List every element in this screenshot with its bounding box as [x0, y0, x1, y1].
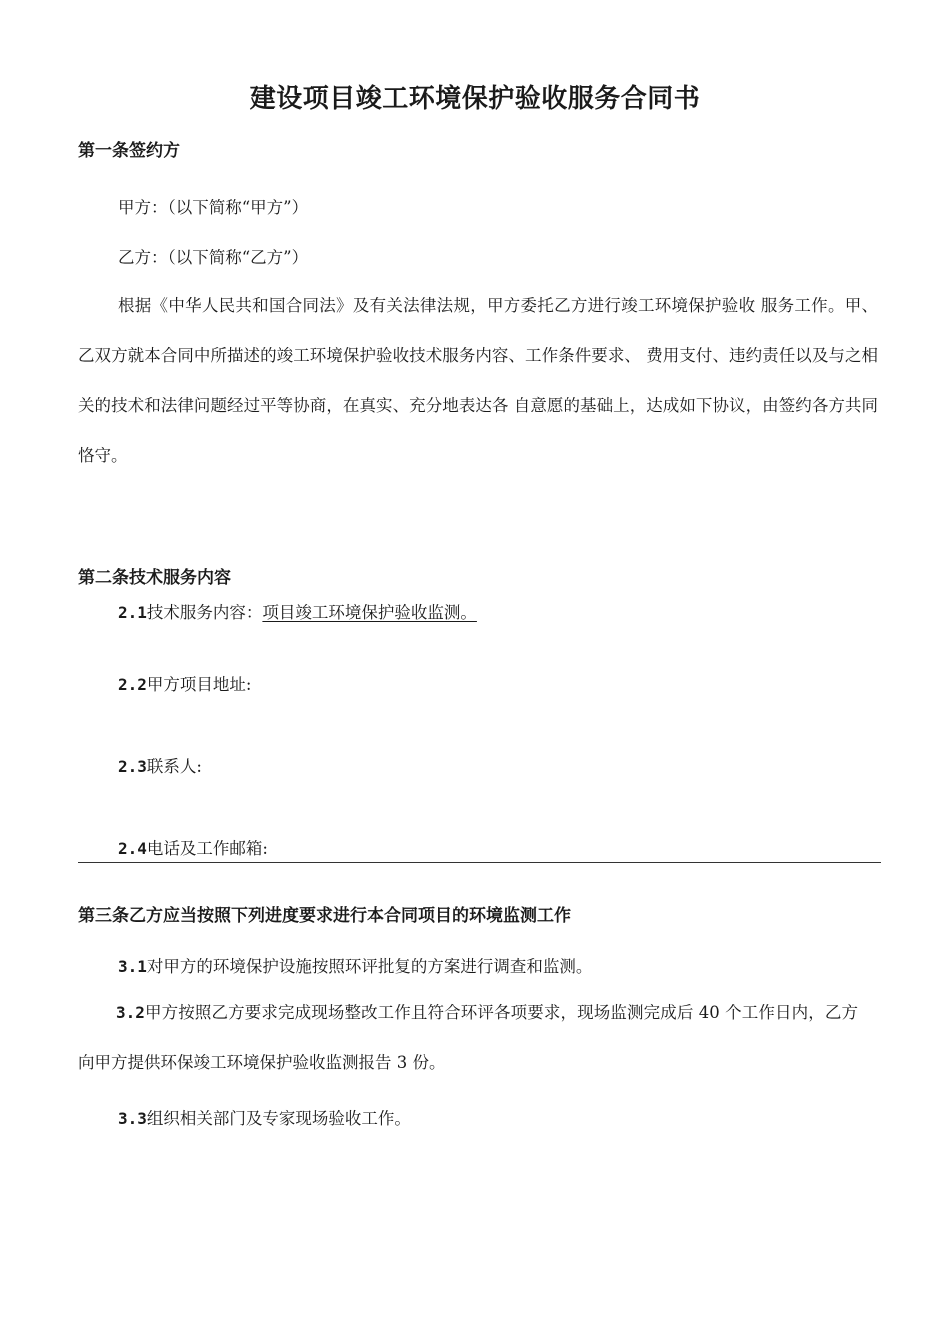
- item-number: 3.2: [116, 1003, 145, 1022]
- item-text: 对甲方的环境保护设施按照环评批复的方案进行调查和监测。: [146, 957, 593, 976]
- document-title: 建设项目竣工环境保护验收服务合同书: [249, 84, 701, 114]
- item-number: 2.3: [118, 757, 147, 776]
- item-number: 3.3: [118, 1109, 147, 1128]
- item-2-3: [118, 753, 202, 777]
- item-2-2: [118, 671, 251, 695]
- item-label: 甲方项目地址:: [146, 675, 252, 694]
- item-label: 电话及工作邮箱:: [146, 839, 268, 858]
- horizontal-divider: [78, 862, 881, 863]
- item-2-1: [118, 599, 477, 623]
- item-3-3: [118, 1105, 411, 1129]
- item-text: 甲方按照乙方要求完成现场整改工作且符合环评各项要求，现场监测完成后 40 个工作日内，乙方向甲方提供环保竣工环境保护验收监测报告 3 份。: [78, 1003, 858, 1072]
- item-number: 3.1: [118, 957, 147, 976]
- item-label: 联系人:: [146, 757, 202, 776]
- item-label: 技术服务内容：: [146, 603, 263, 622]
- article-1-body: 根据《中华人民共和国合同法》及有关法律法规，甲方委托乙方进行竣工环境保护验收 服务工作。甲、乙双方就本合同中所描述的竣工环境保护验收技术服务内容、工作条件要求、 费用支付、违约责任以及与之相关的技术和法律问题经过平等协商，在真实、充分地表达各 自意愿的基础上，达成如下协议，由签约各方共同恪守。: [78, 296, 878, 465]
- item-number: 2.1: [118, 603, 147, 622]
- item-2-4: [118, 835, 268, 859]
- item-text: 组织相关部门及专家现场验收工作。: [146, 1109, 411, 1128]
- party-b-line: 乙方：（以下简称“乙方”）: [118, 248, 309, 267]
- item-number: 2.4: [118, 839, 147, 858]
- article-3-heading: 第三条乙方应当按照下列进度要求进行本合同项目的环境监测工作: [78, 906, 571, 926]
- item-3-1: [118, 953, 592, 977]
- party-a-line: 甲方：（以下简称“甲方”）: [118, 198, 309, 217]
- item-number: 2.2: [118, 675, 147, 694]
- item-3-2: [78, 988, 858, 1088]
- article-2-heading: 第二条技术服务内容: [78, 568, 231, 588]
- service-content-value: 项目竣工环境保护验收监测。: [262, 603, 477, 622]
- article-1-heading: 第一条签约方: [78, 141, 180, 161]
